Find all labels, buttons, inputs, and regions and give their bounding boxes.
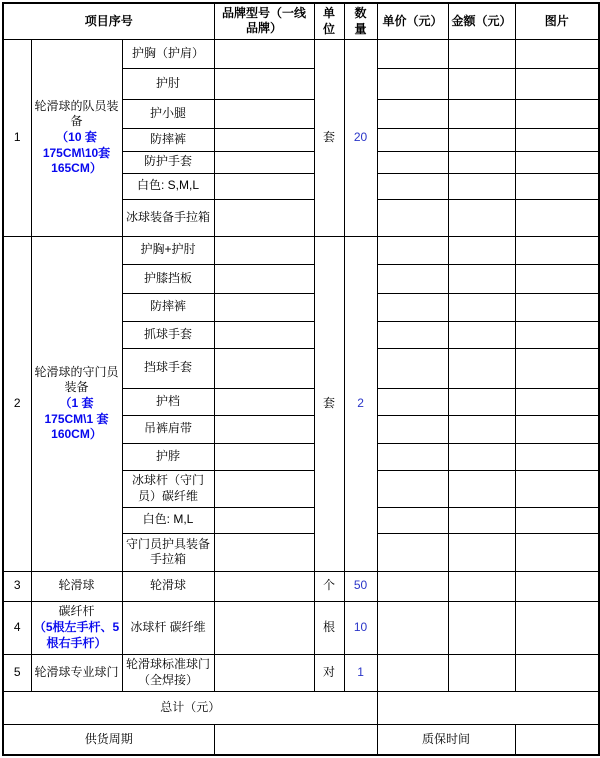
- picture-cell: [515, 236, 599, 264]
- row-number-cell: 5: [3, 654, 31, 691]
- unit-price-cell: [377, 571, 448, 601]
- picture-cell: [515, 601, 599, 654]
- sub-item-cell: 护胸+护肘: [122, 236, 214, 264]
- sub-item-cell: 白色: M,L: [122, 507, 214, 533]
- unit-price-cell: [377, 151, 448, 173]
- brand-cell: [214, 388, 314, 415]
- brand-cell: [214, 507, 314, 533]
- picture-cell: [515, 173, 599, 199]
- sub-item-cell: 轮滑球标准球门（全焊接）: [122, 654, 214, 691]
- quantity-cell: 1: [344, 654, 377, 691]
- picture-cell: [515, 68, 599, 99]
- header-brand: 品牌型号（一线品牌）: [214, 3, 314, 39]
- sub-item-cell: 冰球杆 碳纤维: [122, 601, 214, 654]
- amount-cell: [448, 443, 515, 470]
- brand-cell: [214, 199, 314, 236]
- picture-cell: [515, 39, 599, 68]
- picture-cell: [515, 443, 599, 470]
- unit-price-cell: [377, 236, 448, 264]
- unit-cell: 对: [314, 654, 344, 691]
- row-number-cell: 1: [3, 39, 31, 236]
- unit-price-cell: [377, 415, 448, 443]
- unit-price-cell: [377, 533, 448, 571]
- category-spec: （5根左手杆、5根右手杆）: [33, 619, 120, 650]
- category-cell: [31, 571, 122, 601]
- brand-cell: [214, 173, 314, 199]
- category-cell: [31, 39, 122, 236]
- amount-cell: [448, 199, 515, 236]
- warranty-cell: 质保时间: [377, 724, 515, 755]
- brand-cell: [214, 99, 314, 128]
- brand-cell: [214, 264, 314, 293]
- header-qty-label: 数量: [354, 6, 367, 37]
- amount-cell: [448, 654, 515, 691]
- amount-cell: [448, 415, 515, 443]
- brand-cell: [214, 39, 314, 68]
- sub-item-cell: 护脖: [122, 443, 214, 470]
- amount-cell: [448, 507, 515, 533]
- unit-price-cell: [377, 470, 448, 507]
- brand-cell: [214, 128, 314, 151]
- sub-item-cell: 防摔裤: [122, 293, 214, 321]
- category-cell: [31, 236, 122, 571]
- category-spec: （1 套 175CM\1 套 160CM）: [44, 395, 109, 442]
- sub-item-cell: 守门员护具装备手拉箱: [122, 533, 214, 571]
- brand-cell: [214, 571, 314, 601]
- category-name: 轮滑球专业球门: [34, 664, 119, 679]
- supply-period-cell: 供货周期: [3, 724, 214, 755]
- picture-cell: [515, 415, 599, 443]
- brand-cell: [214, 470, 314, 507]
- amount-cell: [448, 533, 515, 571]
- header-row: [3, 3, 599, 39]
- unit-price-cell: [377, 293, 448, 321]
- picture-cell: [515, 348, 599, 388]
- table-row: [3, 654, 599, 691]
- unit-price-cell: [377, 264, 448, 293]
- picture-cell: [515, 128, 599, 151]
- quantity-cell: 2: [344, 236, 377, 571]
- unit-price-cell: [377, 173, 448, 199]
- warranty-value-cell: [515, 724, 599, 755]
- picture-cell: [515, 388, 599, 415]
- sub-item-cell: 挡球手套: [122, 348, 214, 388]
- unit-price-cell: [377, 39, 448, 68]
- category-name: 轮滑球的守门员装备: [34, 364, 119, 395]
- table-row: [3, 236, 599, 264]
- header-picture: 图片: [515, 3, 599, 39]
- category-name: 轮滑球的队员装备: [34, 98, 119, 129]
- sub-item-cell: 吊裤肩带: [122, 415, 214, 443]
- row-number-cell: 4: [3, 601, 31, 654]
- brand-cell: [214, 236, 314, 264]
- brand-cell: [214, 293, 314, 321]
- unit-price-cell: [377, 199, 448, 236]
- procurement-table: [2, 2, 600, 756]
- brand-cell: [214, 654, 314, 691]
- amount-cell: [448, 236, 515, 264]
- quantity-cell: 10: [344, 601, 377, 654]
- row-number-cell: 3: [3, 571, 31, 601]
- unit-price-cell: [377, 128, 448, 151]
- amount-cell: [448, 571, 515, 601]
- supply-period-value-cell: [214, 724, 377, 755]
- amount-cell: [448, 293, 515, 321]
- category-name: 轮滑球: [58, 578, 95, 593]
- unit-price-cell: [377, 388, 448, 415]
- unit-cell: 根: [314, 601, 344, 654]
- sub-item-cell: 抓球手套: [122, 321, 214, 348]
- unit-cell: 个: [314, 571, 344, 601]
- amount-cell: [448, 348, 515, 388]
- quantity-cell: 20: [344, 39, 377, 236]
- brand-cell: [214, 321, 314, 348]
- unit-price-cell: [377, 654, 448, 691]
- amount-cell: [448, 264, 515, 293]
- sub-item-cell: 护肘: [122, 68, 214, 99]
- brand-cell: [214, 601, 314, 654]
- sub-item-cell: 护档: [122, 388, 214, 415]
- sub-item-cell: 防摔裤: [122, 128, 214, 151]
- picture-cell: [515, 151, 599, 173]
- total-row: [3, 691, 599, 724]
- picture-cell: [515, 507, 599, 533]
- unit-price-cell: [377, 321, 448, 348]
- picture-cell: [515, 199, 599, 236]
- table-row: [3, 571, 599, 601]
- header-item-no: 项目序号: [3, 3, 214, 39]
- sub-item-cell: 白色: S,M,L: [122, 173, 214, 199]
- total-value-cell: [377, 691, 599, 724]
- amount-cell: [448, 601, 515, 654]
- sub-item-cell: 护胸（护肩）: [122, 39, 214, 68]
- brand-cell: [214, 348, 314, 388]
- category-cell: [31, 601, 122, 654]
- footer-row: [3, 724, 599, 755]
- sub-item-cell: 护膝挡板: [122, 264, 214, 293]
- amount-cell: [448, 173, 515, 199]
- unit-price-cell: [377, 443, 448, 470]
- unit-price-cell: [377, 601, 448, 654]
- category-cell: [31, 654, 122, 691]
- picture-cell: [515, 571, 599, 601]
- sub-item-cell: 护小腿: [122, 99, 214, 128]
- brand-cell: [214, 443, 314, 470]
- picture-cell: [515, 99, 599, 128]
- unit-price-cell: [377, 68, 448, 99]
- picture-cell: [515, 321, 599, 348]
- brand-cell: [214, 151, 314, 173]
- unit-cell: 套: [314, 39, 344, 236]
- row-number-cell: 2: [3, 236, 31, 571]
- brand-cell: [214, 68, 314, 99]
- brand-cell: [214, 415, 314, 443]
- picture-cell: [515, 470, 599, 507]
- header-qty: [344, 3, 377, 39]
- unit-price-cell: [377, 507, 448, 533]
- unit-price-cell: [377, 99, 448, 128]
- sub-item-cell: 轮滑球: [122, 571, 214, 601]
- header-unit-price: 单价（元）: [377, 3, 448, 39]
- amount-cell: [448, 388, 515, 415]
- table-row: [3, 601, 599, 654]
- sub-item-cell: 冰球杆（守门员）碳纤维: [122, 470, 214, 507]
- amount-cell: [448, 128, 515, 151]
- total-label-cell: 总计（元）: [3, 691, 377, 724]
- amount-cell: [448, 321, 515, 348]
- amount-cell: [448, 39, 515, 68]
- picture-cell: [515, 293, 599, 321]
- picture-cell: [515, 654, 599, 691]
- picture-cell: [515, 264, 599, 293]
- sub-item-cell: 防护手套: [122, 151, 214, 173]
- header-unit-label: 单位: [323, 6, 336, 37]
- header-amount: 金额（元）: [448, 3, 515, 39]
- quantity-cell: 50: [344, 571, 377, 601]
- unit-cell: 套: [314, 236, 344, 571]
- header-unit: [314, 3, 344, 39]
- amount-cell: [448, 470, 515, 507]
- amount-cell: [448, 99, 515, 128]
- category-spec: （10 套175CM\10套165CM）: [42, 129, 111, 176]
- sub-item-cell: 冰球装备手拉箱: [122, 199, 214, 236]
- brand-cell: [214, 533, 314, 571]
- category-name: 碳纤杆: [58, 604, 95, 619]
- table-row: [3, 39, 599, 68]
- unit-price-cell: [377, 348, 448, 388]
- picture-cell: [515, 533, 599, 571]
- amount-cell: [448, 68, 515, 99]
- amount-cell: [448, 151, 515, 173]
